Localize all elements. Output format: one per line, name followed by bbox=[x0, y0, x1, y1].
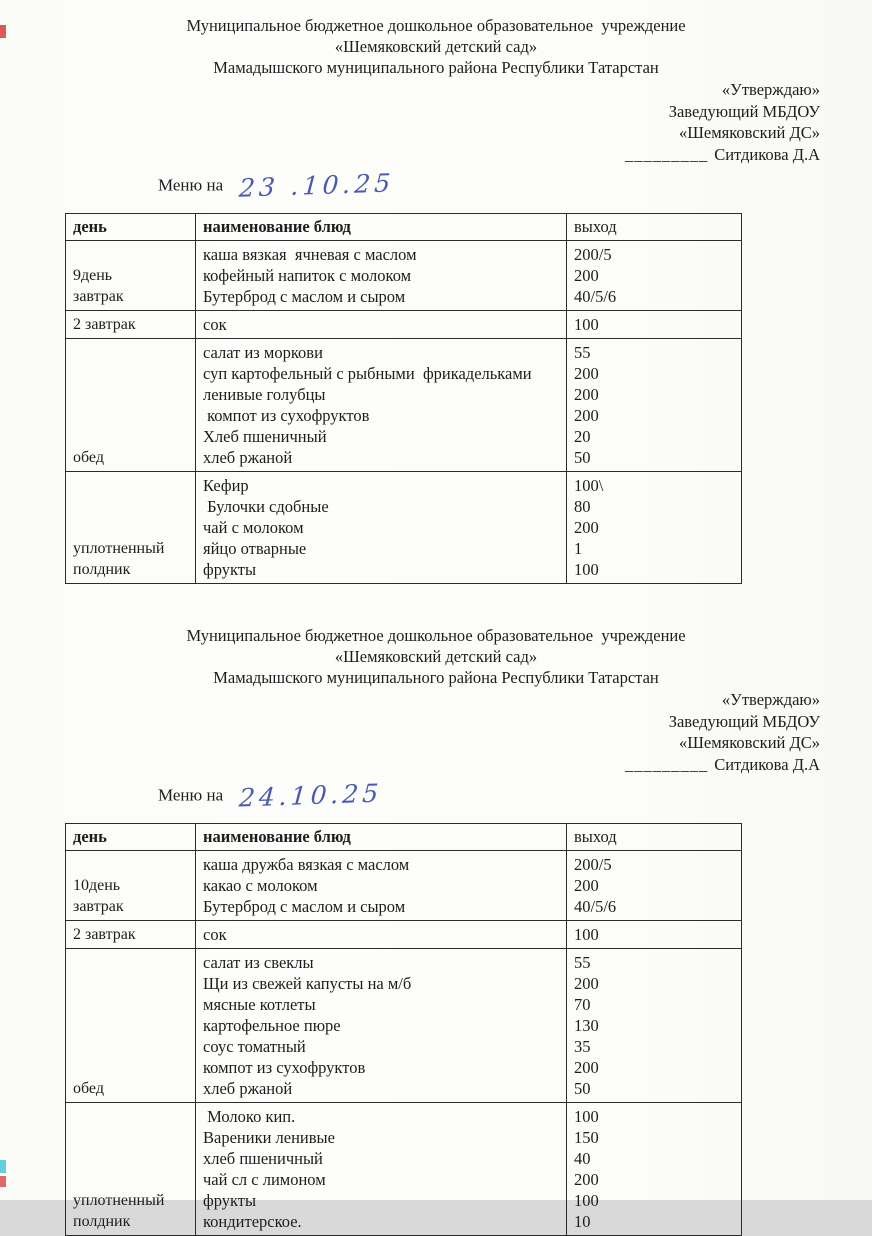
dish-output: 200/5 bbox=[574, 245, 612, 264]
dish-name: яйцо отварные bbox=[203, 539, 307, 558]
dishes-cell bbox=[196, 241, 567, 311]
dish-name: сок bbox=[203, 925, 227, 944]
org-line: «Шемяковский детский сад» bbox=[334, 647, 538, 666]
dish-name: кофейный напиток с молоком bbox=[203, 266, 412, 285]
scan-artifact-bottom-red bbox=[0, 1176, 6, 1187]
menu-section-1 bbox=[0, 0, 872, 584]
approve-line: «Шемяковский ДС» bbox=[678, 123, 820, 142]
day-label: 2 завтрак bbox=[73, 316, 136, 333]
day-label: 2 завтрак bbox=[73, 926, 136, 943]
org-line: «Шемяковский детский сад» bbox=[334, 37, 538, 56]
day-label: полдник bbox=[73, 1213, 131, 1230]
dish-name: Бутерброд с маслом и сыром bbox=[203, 897, 406, 916]
dish-output: 200 bbox=[574, 974, 599, 993]
menu-row bbox=[66, 921, 742, 949]
approve-line: «Утверждаю» bbox=[721, 80, 820, 99]
menu-row bbox=[66, 851, 742, 921]
dish-output: 130 bbox=[574, 1016, 599, 1035]
dish-output: 40/5/6 bbox=[574, 287, 617, 306]
dish-name: соус томатный bbox=[203, 1037, 306, 1056]
dish-name: компот из сухофруктов bbox=[203, 1058, 366, 1077]
dish-output: 50 bbox=[574, 1079, 591, 1098]
col-header-dishes: наименование блюд bbox=[196, 824, 567, 851]
menu-row bbox=[66, 472, 742, 584]
dish-output: 100 bbox=[574, 1107, 599, 1126]
menu-table-2 bbox=[65, 823, 742, 1236]
table-header-row bbox=[66, 214, 742, 241]
dish-output: 100 bbox=[574, 1191, 599, 1210]
menu-date-handwritten: 23 .10.25 bbox=[238, 168, 396, 203]
col-header-day: день bbox=[66, 214, 196, 241]
output-cell bbox=[567, 472, 742, 584]
dish-output: 70 bbox=[574, 995, 591, 1014]
day-label: 10день bbox=[73, 877, 121, 894]
dish-name: каша вязкая ячневая с маслом bbox=[203, 245, 417, 264]
menu-row bbox=[66, 241, 742, 311]
col-header-output: выход bbox=[567, 214, 742, 241]
dish-output: 55 bbox=[574, 343, 591, 362]
dish-output: 40/5/6 bbox=[574, 897, 617, 916]
dish-name: Булочки сдобные bbox=[203, 497, 329, 516]
day-cell bbox=[66, 311, 196, 339]
signature-row bbox=[0, 754, 820, 776]
dish-output: 200 bbox=[574, 876, 599, 895]
menu-title-row bbox=[158, 778, 872, 815]
menu-section-2 bbox=[0, 610, 872, 1236]
org-line: Муниципальное бюджетное дошкольное образовательное учреждение bbox=[186, 16, 686, 35]
dish-name: каша дружба вязкая с маслом bbox=[203, 855, 410, 874]
output-cell bbox=[567, 851, 742, 921]
dish-name: ленивые голубцы bbox=[203, 385, 326, 404]
signature-row bbox=[0, 144, 820, 166]
dish-output: 200 bbox=[574, 1170, 599, 1189]
menu-row bbox=[66, 949, 742, 1103]
output-cell bbox=[567, 949, 742, 1103]
day-label: обед bbox=[73, 1080, 104, 1097]
signature-line: _________ bbox=[624, 144, 709, 164]
dish-output: 100 bbox=[574, 560, 599, 579]
dish-output: 10 bbox=[574, 1212, 591, 1231]
day-label: завтрак bbox=[73, 898, 124, 915]
output-cell bbox=[567, 241, 742, 311]
dish-output: 200 bbox=[574, 385, 599, 404]
org-line: Муниципальное бюджетное дошкольное образовательное учреждение bbox=[186, 626, 686, 645]
approve-line: Заведующий МБДОУ bbox=[668, 101, 820, 121]
dish-name: хлеб ржаной bbox=[203, 448, 293, 467]
menu-label: Меню на bbox=[158, 175, 224, 195]
dishes-cell bbox=[196, 949, 567, 1103]
dish-name: Молоко кип. bbox=[203, 1107, 296, 1126]
director-name: Ситдикова Д.А bbox=[714, 754, 820, 774]
dish-output: 55 bbox=[574, 953, 591, 972]
col-header-output: выход bbox=[567, 824, 742, 851]
dish-output: 200 bbox=[574, 406, 599, 425]
day-cell bbox=[66, 949, 196, 1103]
signature-line: _________ bbox=[624, 754, 709, 774]
output-cell bbox=[567, 339, 742, 472]
dish-name: кондитерское. bbox=[203, 1212, 302, 1231]
col-header-day: день bbox=[66, 824, 196, 851]
dish-name: фрукты bbox=[203, 1191, 257, 1210]
dish-output: 1 bbox=[574, 539, 583, 558]
dish-output: 200 bbox=[574, 364, 599, 383]
dish-output: 200/5 bbox=[574, 855, 612, 874]
dish-name: фрукты bbox=[203, 560, 257, 579]
scan-artifact-top bbox=[0, 25, 6, 38]
dish-name: мясные котлеты bbox=[203, 995, 316, 1014]
dish-output: 100 bbox=[574, 315, 599, 334]
day-label: полдник bbox=[73, 561, 131, 578]
approve-line: «Шемяковский ДС» bbox=[678, 733, 820, 752]
scan-artifact-bottom-cyan bbox=[0, 1160, 6, 1173]
dish-name: Хлеб пшеничный bbox=[203, 427, 327, 446]
dish-name: Щи из свежей капусты на м/б bbox=[203, 974, 412, 993]
dish-name: хлеб ржаной bbox=[203, 1079, 293, 1098]
dishes-cell bbox=[196, 921, 567, 949]
day-cell bbox=[66, 241, 196, 311]
dish-output: 35 bbox=[574, 1037, 591, 1056]
dish-name: Вареники ленивые bbox=[203, 1128, 335, 1147]
output-cell bbox=[567, 311, 742, 339]
dish-output: 50 bbox=[574, 448, 591, 467]
day-label: уплотненный bbox=[73, 1192, 165, 1209]
dish-name: чай с молоком bbox=[203, 518, 304, 537]
dish-output: 40 bbox=[574, 1149, 591, 1168]
day-label: уплотненный bbox=[73, 540, 165, 557]
day-cell bbox=[66, 1103, 196, 1236]
menu-row bbox=[66, 1103, 742, 1236]
dish-name: хлеб пшеничный bbox=[203, 1149, 323, 1168]
day-cell bbox=[66, 472, 196, 584]
menu-row bbox=[66, 311, 742, 339]
table-header-row bbox=[66, 824, 742, 851]
org-line: Мамадышского муниципального района Республики Татарстан bbox=[213, 58, 659, 77]
dish-name: салат из свеклы bbox=[203, 953, 314, 972]
output-cell bbox=[567, 921, 742, 949]
day-cell bbox=[66, 339, 196, 472]
day-cell bbox=[66, 851, 196, 921]
director-name: Ситдикова Д.А bbox=[714, 144, 820, 164]
dish-name: Кефир bbox=[203, 476, 249, 495]
approve-line: «Утверждаю» bbox=[721, 690, 820, 709]
dish-name: Бутерброд с маслом и сыром bbox=[203, 287, 406, 306]
dishes-cell bbox=[196, 472, 567, 584]
org-header bbox=[0, 0, 872, 78]
output-cell bbox=[567, 1103, 742, 1236]
day-label: обед bbox=[73, 449, 104, 466]
dish-output: 100 bbox=[574, 925, 599, 944]
menu-label: Меню на bbox=[158, 785, 224, 805]
dish-output: 200 bbox=[574, 266, 599, 285]
dish-output: 200 bbox=[574, 1058, 599, 1077]
col-header-dishes: наименование блюд bbox=[196, 214, 567, 241]
dish-name: сок bbox=[203, 315, 227, 334]
menu-title-row bbox=[158, 168, 872, 205]
menu-row bbox=[66, 339, 742, 472]
dish-name: салат из моркови bbox=[203, 343, 323, 362]
dish-name: компот из сухофруктов bbox=[203, 406, 370, 425]
approval-block bbox=[0, 689, 872, 775]
menu-table-1 bbox=[65, 213, 742, 584]
org-header bbox=[0, 610, 872, 688]
dishes-cell bbox=[196, 339, 567, 472]
day-label: 9день bbox=[73, 267, 113, 284]
approve-line: Заведующий МБДОУ bbox=[668, 711, 820, 731]
dish-output: 150 bbox=[574, 1128, 599, 1147]
dish-name: суп картофельный с рыбными фрикадельками bbox=[203, 364, 532, 383]
dishes-cell bbox=[196, 851, 567, 921]
dish-output: 200 bbox=[574, 518, 599, 537]
dishes-cell bbox=[196, 1103, 567, 1236]
day-label: завтрак bbox=[73, 288, 124, 305]
dish-name: картофельное пюре bbox=[203, 1016, 341, 1035]
dish-output: 20 bbox=[574, 427, 591, 446]
dishes-cell bbox=[196, 311, 567, 339]
dish-name: какао с молоком bbox=[203, 876, 318, 895]
dish-output: 100\ bbox=[574, 476, 604, 495]
day-cell bbox=[66, 921, 196, 949]
menu-date-handwritten: 24.10.25 bbox=[238, 778, 384, 813]
approval-block bbox=[0, 79, 872, 165]
dish-output: 80 bbox=[574, 497, 591, 516]
dish-name: чай сл с лимоном bbox=[203, 1170, 326, 1189]
org-line: Мамадышского муниципального района Республики Татарстан bbox=[213, 668, 659, 687]
